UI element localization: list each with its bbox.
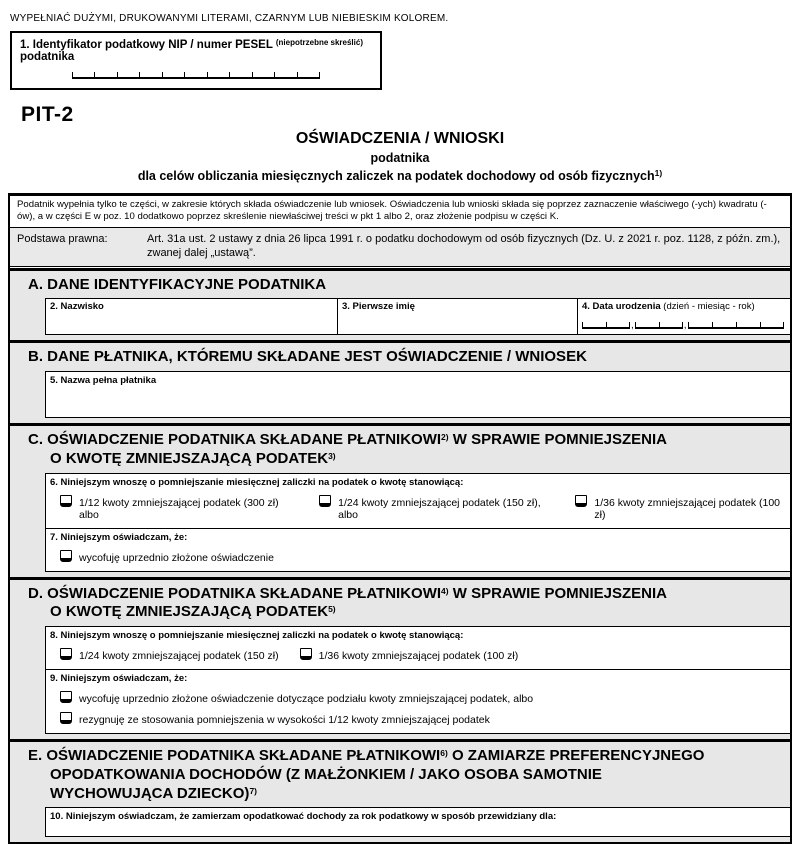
section-b	[10, 340, 790, 423]
option-8-2	[300, 647, 519, 662]
section-a-title: A. DANE IDENTYFIKACYJNE PODATNIKA	[28, 275, 327, 293]
section-d	[10, 577, 790, 740]
checkbox-9-rezygnuje[interactable]	[60, 712, 72, 724]
birth-date-input[interactable]	[582, 320, 786, 332]
field-2-nazwisko[interactable]	[45, 298, 337, 335]
footnote-4: 4)	[441, 585, 449, 596]
footnote-7: 7)	[249, 785, 257, 796]
footnote-6: 6)	[440, 748, 448, 759]
checkbox-8-1-24[interactable]	[60, 648, 72, 660]
field-1-label: 1. Identyfikator podatkowy NIP / numer PESEL $^{(niepotrzebne skreślić)}$ podatnika	[20, 38, 363, 63]
field-4-label: 4. Data urodzenia (dzień - miesiąc - rok)	[582, 301, 755, 313]
field-5-nazwa-platnika[interactable]	[45, 371, 790, 418]
field-7-label: 7. Niniejszym oświadczam, że:	[50, 531, 188, 543]
form-subtitle: podatnika	[370, 151, 430, 165]
option-8-2-label: 1/36 kwoty zmniejszającej podatek (100 zł)	[318, 650, 519, 663]
fill-instruction: WYPEŁNIAĆ DUŻYMI, DRUKOWANYMI LITERAMI, CZARNYM LUB NIEBIESKIM KOLOREM.	[10, 13, 449, 24]
checkbox-8-1-36[interactable]	[300, 648, 312, 660]
legal-basis-row	[10, 228, 790, 267]
section-d-title: D. OŚWIADCZENIE PODATNIKA SKŁADANE PŁATNIKOWI$^{4)}$ W SPRAWIE POMNIEJSZENIA O KWOTĘ ZMNIEJSZAJĄCĄ PODATEK$^{5)}$	[28, 584, 667, 621]
option-9-1	[60, 690, 533, 705]
option-7-1	[60, 549, 274, 564]
field-1-nip-pesel-box	[10, 31, 382, 90]
section-e	[10, 739, 790, 842]
option-6-3-label: 1/36 kwoty zmniejszającej podatek (100 zł)	[594, 496, 783, 521]
checkbox-6-1-36[interactable]	[575, 495, 587, 507]
option-6-3	[575, 494, 786, 521]
field-8-label: 8. Niniejszym wnoszę o pomniejszanie miesięcznej zaliczki na podatek o kwotę stanowiącą:	[50, 630, 464, 642]
field-10	[45, 807, 790, 837]
field-6	[45, 473, 790, 529]
footnote-3: 3)	[328, 450, 336, 461]
footnote-1: 1)	[654, 168, 663, 178]
checkbox-6-1-24[interactable]	[319, 495, 331, 507]
field-7	[45, 529, 790, 572]
option-9-1-label: wycofuję uprzednio złożone oświadczenie dotyczące podziału kwoty zmniejszającej podatek, albo	[79, 693, 534, 706]
option-7-1-label: wycofuję uprzednio złożone oświadczenie	[79, 551, 274, 564]
checkbox-9-wycofuje[interactable]	[60, 691, 72, 703]
date-separator: ,	[683, 320, 687, 332]
option-8-1-label: 1/24 kwoty zmniejszającej podatek (150 zł)	[79, 650, 279, 663]
section-c	[10, 423, 790, 577]
option-6-1	[60, 494, 298, 521]
field-1-small-note: (niepotrzebne skreślić)	[275, 38, 363, 47]
option-6-2-label: 1/24 kwoty zmniejszającej podatek (150 zł), albo	[338, 496, 544, 521]
section-a	[10, 268, 790, 341]
field-3-imie[interactable]	[337, 298, 577, 335]
form-title: OŚWIADCZENIA / WNIOSKI	[295, 130, 505, 147]
legal-basis-label: Podstawa prawna:	[17, 232, 108, 245]
footnote-5: 5)	[328, 604, 336, 615]
date-separator: ,	[631, 320, 634, 332]
form-title-block	[0, 130, 800, 183]
form-code: PIT-2	[21, 103, 74, 126]
footnote-2: 2)	[441, 432, 449, 443]
form-body	[8, 193, 792, 844]
field-2-label: 2. Nazwisko	[50, 301, 104, 313]
field-5-label: 5. Nazwa pełna płatnika	[50, 375, 157, 387]
field-8	[45, 626, 790, 670]
field-4-data-urodzenia[interactable]	[577, 298, 790, 335]
field-6-label: 6. Niniejszym wnoszę o pomniejszanie miesięcznej zaliczki na podatek o kwotę stanowiącą:	[50, 476, 464, 488]
option-9-2	[60, 711, 490, 726]
nip-pesel-input[interactable]	[72, 72, 320, 79]
section-b-title: B. DANE PŁATNIKA, KTÓREMU SKŁADANE JEST OŚWIADCZENIE / WNIOSEK	[28, 348, 587, 366]
field-9	[45, 670, 790, 734]
checkbox-6-1-12[interactable]	[60, 495, 72, 507]
field-3-label: 3. Pierwsze imię	[342, 301, 415, 313]
option-9-2-label: rezygnuję ze stosowania pomniejszenia w wysokości 1/12 kwoty zmniejszającej podatek	[79, 714, 490, 727]
section-c-title: C. OŚWIADCZENIE PODATNIKA SKŁADANE PŁATNIKOWI$^{2)}$ W SPRAWIE POMNIEJSZENIA O KWOTĘ ZMNIEJSZAJĄCĄ PODATEK$^{3)}$	[28, 431, 667, 467]
option-8-1	[60, 647, 279, 662]
field-9-label: 9. Niniejszym oświadczam, że:	[50, 673, 188, 685]
field-4-hint: (dzień - miesiąc - rok)	[660, 301, 755, 313]
checkbox-7-wycofuje[interactable]	[60, 550, 72, 562]
section-e-title: E. OŚWIADCZENIE PODATNIKA SKŁADANE PŁATNIKOWI$^{6)}$ O ZAMIARZE PREFERENCYJNEGO OPODATKOWANIA DOCHODÓW (Z MAŁŻONKIEM / JAKO OSOBA SAMOTNIE WYCHOWUJĄCA DZIECKO)$^{7)}$	[28, 747, 705, 802]
form-subtitle-2: dla celów obliczania miesięcznych zaliczek na podatek dochodowy od osób fizycznych$^{1)}$	[137, 168, 663, 183]
intro-paragraph: Podatnik wypełnia tylko te części, w zakresie których składa oświadczenie lub wniosek. Oświadczenia lub wnioski składa się poprzez zaznaczenie właściwego (-ych) kwadratu (-ów), a w części E w poz. 10 dodatkowo poprzez skreślenie niewłaściwej treści w pkt 1 albo 2, oraz złożenie podpisu w części K.	[10, 196, 790, 228]
legal-basis-text: Art. 31a ust. 2 ustawy z dnia 26 lipca 1991 r. o podatku dochodowym od osób fizycznych (Dz. U. z 2021 r. poz. 1128, z późn. zm.), zwanej dalej „ustawą”.	[147, 232, 781, 260]
option-6-1-label: 1/12 kwoty zmniejszającej podatek (300 zł) albo	[79, 496, 288, 521]
field-10-label: 10. Niniejszym oświadczam, że zamierzam opodatkować dochody za rok podatkowy w sposób przewidziany dla:	[50, 811, 557, 823]
option-6-2	[319, 494, 554, 521]
section-a-fields	[45, 298, 790, 335]
